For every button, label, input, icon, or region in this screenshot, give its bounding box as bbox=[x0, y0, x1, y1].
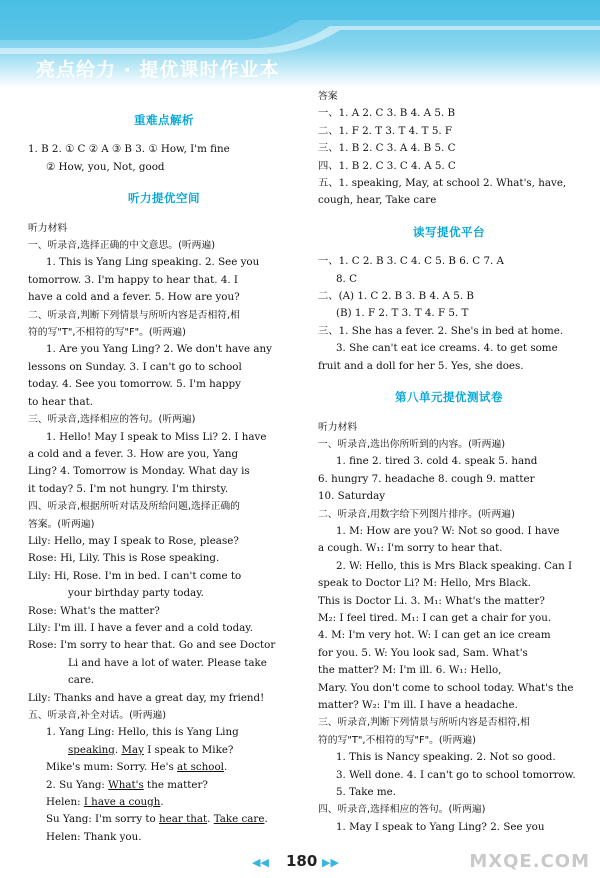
text-line: a cold and a fever. 3. How are you, Yang bbox=[28, 447, 239, 460]
dialogue-line: Li and have a lot of water. Please take bbox=[68, 656, 267, 669]
text-span: . bbox=[264, 813, 268, 826]
filled-blank: hear that bbox=[159, 813, 208, 826]
text-line: today. 4. See you tomorrow. 5. I'm happy bbox=[28, 378, 241, 391]
text-line: 10. Saturday bbox=[318, 490, 386, 503]
question-heading: 符的写"T",不相符的写"F"。(听两遍) bbox=[318, 734, 476, 746]
book-title: 亮点给力 · 提优课时作业本 bbox=[36, 59, 280, 81]
right-column bbox=[318, 88, 580, 836]
dialogue-line bbox=[28, 777, 300, 794]
text-line: 2. W: Hello, this is Mrs Black speaking. Can I bbox=[336, 559, 573, 572]
text-line: 3. Well done. 4. I can't go to school tomorrow. bbox=[336, 768, 576, 781]
filled-blank: Take care bbox=[213, 813, 265, 826]
header-banner bbox=[0, 0, 600, 88]
text-span: Mike's mum: Sorry. He's bbox=[46, 761, 178, 774]
text-line: 1. M: How are you? W: Not so good. I have bbox=[336, 524, 560, 537]
text-span: . bbox=[160, 796, 164, 809]
text-line: Ling? 4. Tomorrow is Monday. What day is bbox=[28, 465, 250, 478]
question-heading: 三、听录音,判断下列情景与所听内容是否相符,相 bbox=[318, 717, 530, 729]
text-line: tomorrow. 3. I'm happy to hear that. 4. I bbox=[28, 273, 238, 286]
question-heading: 一、听录音,选择正确的中文意思。(听两遍) bbox=[28, 240, 216, 252]
text-line: This is Doctor Li. 3. M₁: What's the matter? bbox=[318, 594, 545, 607]
filled-blank: I have a cough bbox=[83, 796, 161, 809]
prev-arrow-icon: ◀◀ bbox=[252, 856, 269, 869]
answer-line: ② How, you, Not, good bbox=[46, 160, 165, 173]
text-line: it today? 5. I'm not hungry. I'm thirsty. bbox=[28, 482, 229, 495]
dialogue-line bbox=[28, 742, 300, 759]
filled-blank: What's bbox=[108, 778, 144, 791]
answer-line: 8. C bbox=[336, 272, 357, 285]
text-line: 1. May I speak to Yang Ling? 2. See you bbox=[336, 820, 545, 833]
text-line: to hear that. bbox=[28, 395, 93, 408]
answer-line: 二、(A) 1. C 2. B 3. B 4. A 5. B bbox=[318, 290, 474, 303]
page-number: 180 bbox=[286, 852, 318, 870]
text-line: 6. hungry 7. headache 8. cough 9. matter bbox=[318, 472, 535, 485]
text-line: 1. This is Yang Ling speaking. 2. See you bbox=[46, 256, 260, 269]
text-line: the matter? M: I'm ill. 6. W₁: Hello, bbox=[318, 664, 502, 677]
text-line: M₂: I feel tired. M₁: I can get a chair for you. bbox=[318, 611, 552, 624]
answer-line: 四、1. B 2. C 3. C 4. A 5. C bbox=[318, 159, 456, 172]
question-heading: 二、听录音,判断下列情景与所听内容是否相符,相 bbox=[28, 309, 240, 321]
dialogue-line: Lily: I'm ill. I have a fever and a cold today. bbox=[28, 621, 254, 634]
text-line: Mary. You don't come to school today. What's the bbox=[318, 681, 574, 694]
answer-line: 二、1. F 2. T 3. T 4. T 5. F bbox=[318, 124, 453, 137]
next-arrow-icon: ▶▶ bbox=[322, 856, 339, 869]
dialogue-line: Lily: Thanks and have a great day, my friend! bbox=[28, 691, 265, 704]
text-span: . bbox=[223, 761, 228, 774]
answer-line: 一、1. A 2. C 3. B 4. A 5. B bbox=[318, 107, 456, 120]
answer-line: 三、1. She has a fever. 2. She's in bed at home. bbox=[318, 324, 564, 337]
text-line: have a cold and a fever. 5. How are you? bbox=[28, 291, 240, 304]
answer-label: 答案 bbox=[318, 91, 338, 102]
section-title-listening: 听力提优空间 bbox=[128, 191, 200, 206]
dialogue-line: 1. Yang Ling: Hello, this is Yang Ling bbox=[46, 726, 239, 739]
dialogue-line: Lily: Hi, Rose. I'm in bed. I can't come to bbox=[28, 569, 242, 582]
section-title-unit8-test: 第八单元提优测试卷 bbox=[395, 390, 503, 405]
answer-line: 一、1. C 2. B 3. C 4. C 5. B 6. C 7. A bbox=[318, 255, 504, 268]
text-line: speak to Doctor Li? M: Hello, Mrs Black. bbox=[318, 577, 531, 590]
text-span: I speak to Mike? bbox=[143, 743, 234, 756]
filled-blank: May bbox=[121, 743, 144, 756]
text-span: Su Yang: I'm sorry to bbox=[46, 813, 160, 826]
text-span: . bbox=[114, 743, 122, 756]
dialogue-line: your birthday party today. bbox=[68, 587, 204, 600]
dialogue-line bbox=[28, 759, 300, 776]
section-title-reading-writing: 读写提优平台 bbox=[413, 224, 485, 239]
text-line: 1. Hello! May I speak to Miss Li? 2. I have bbox=[46, 430, 267, 443]
text-line: 1. Are you Yang Ling? 2. We don't have any bbox=[46, 343, 272, 356]
question-heading: 三、听录音,选择相应的答句。(听两遍) bbox=[28, 414, 196, 426]
question-heading: 五、听录音,补全对话。(听两遍) bbox=[28, 710, 167, 721]
answer-line: 三、1. B 2. C 3. A 4. B 5. C bbox=[318, 142, 456, 155]
text-line: 4. M: I'm very hot. W: I can get an ice cream bbox=[318, 629, 551, 642]
left-column bbox=[28, 98, 300, 846]
filled-blank: speaking bbox=[68, 743, 115, 756]
watermark: MXQE.COM bbox=[469, 851, 590, 872]
text-line: 1. This is Nancy speaking. 2. Not so good. bbox=[336, 751, 556, 764]
text-line: 5. Take me. bbox=[336, 786, 397, 799]
question-heading: 二、听录音,用数字给下列图片排序。(听两遍) bbox=[318, 508, 515, 520]
dialogue-line: care. bbox=[68, 674, 95, 687]
text-line: for you. 5. W: You look sad, Sam. What's bbox=[318, 646, 528, 659]
answer-line: 3. She can't eat ice creams. 4. to get some bbox=[336, 342, 558, 355]
question-heading: 一、听录音,选出你所听到的内容。(听两遍) bbox=[318, 438, 506, 450]
material-label: 听力材料 bbox=[318, 421, 358, 433]
text-span: the matter? bbox=[143, 778, 208, 791]
dialogue-line bbox=[28, 794, 300, 811]
question-heading: 四、听录音,根据所听对话及所给问题,选择正确的 bbox=[28, 501, 240, 513]
text-line: a cough. W₁: I'm sorry to hear that. bbox=[318, 542, 503, 555]
dialogue-line: Rose: I'm sorry to hear that. Go and see Doctor bbox=[28, 639, 276, 652]
dialogue-line: Lily: Hello, may I speak to Rose, please? bbox=[28, 534, 239, 547]
answer-line: 五、1. speaking, May, at school 2. What's, have, bbox=[318, 177, 567, 190]
text-line: lessons on Sunday. 3. I can't go to school bbox=[28, 360, 242, 373]
dialogue-line: Rose: Hi, Lily. This is Rose speaking. bbox=[28, 552, 220, 565]
answer-line: fruit and a doll for her 5. Yes, she does. bbox=[318, 359, 524, 372]
question-heading: 符的写"T",不相符的写"F"。(听两遍) bbox=[28, 327, 186, 339]
answer-line: 1. B 2. ① C ② A ③ B 3. ① How, I'm fine bbox=[28, 143, 230, 156]
text-span: . bbox=[207, 813, 214, 826]
text-line: matter? W₂: I'm ill. I have a headache. bbox=[318, 699, 518, 711]
text-span: Helen: bbox=[46, 796, 84, 809]
dialogue-line bbox=[28, 811, 300, 828]
answer-line: cough, hear, Take care bbox=[318, 194, 437, 207]
dialogue-line: Rose: What's the matter? bbox=[28, 604, 160, 617]
text-span: 2. Su Yang: bbox=[46, 778, 109, 791]
section-title-key-points: 重难点解析 bbox=[134, 113, 194, 127]
material-label: 听力材料 bbox=[28, 222, 68, 234]
filled-blank: at school bbox=[177, 761, 224, 774]
dialogue-line: Helen: Thank you. bbox=[46, 830, 142, 843]
question-heading: 答案。(听两遍) bbox=[28, 518, 95, 530]
answer-line: (B) 1. F 2. T 3. T 4. F 5. T bbox=[336, 307, 469, 320]
text-line: 1. fine 2. tired 3. cold 4. speak 5. hand bbox=[336, 455, 538, 468]
question-heading: 四、听录音,选择相应的答句。(听两遍) bbox=[318, 804, 486, 816]
